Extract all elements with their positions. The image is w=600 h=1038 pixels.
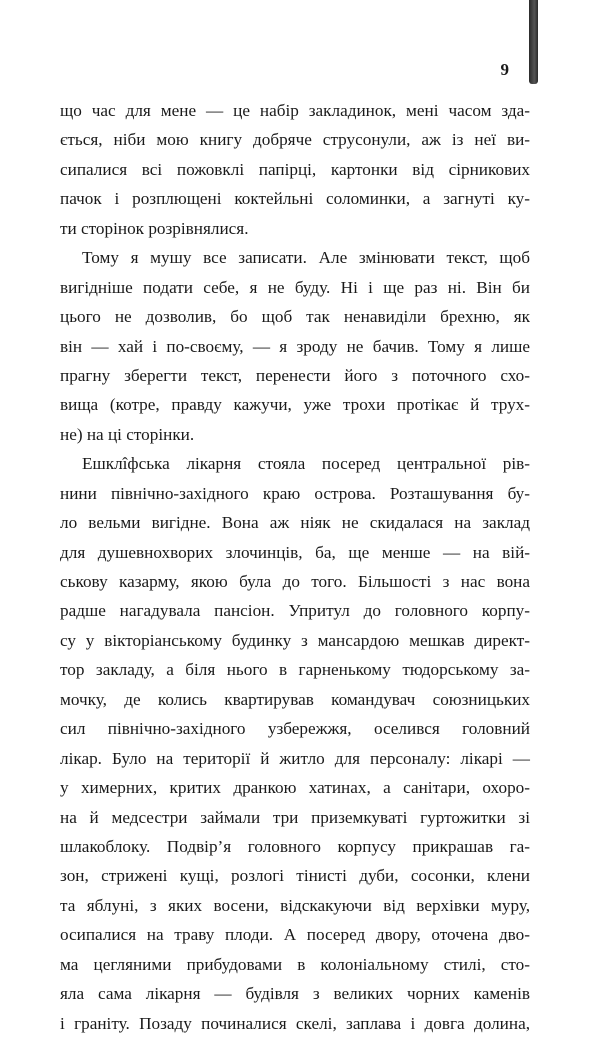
page-edge-bookmark <box>529 0 538 84</box>
text-line: мочку, де колись квартирував командувач союзницьких <box>60 689 530 709</box>
text-line: і граніту. Позаду починалися скелі, заплава і довга долина, <box>60 1013 530 1033</box>
text-line: тор закладу, а біля нього в гарненькому тюдорському за- <box>60 660 530 680</box>
text-line: ма цегляними прибудовами в колоніальному стилі, сто- <box>60 954 530 974</box>
text-line: та яблуні, з яких восени, відскакуючи від верхівки муру, <box>60 895 530 915</box>
text-line: для душевнохворих злочинців, ба, ще менше — на вій- <box>60 542 530 562</box>
text-line: нини північно-західного краю острова. Розташування бу- <box>60 483 530 503</box>
text-line: ти сторінок розрівнялися. <box>60 218 249 238</box>
text-line: ло вельми вигідне. Вона аж ніяк не скидалася на заклад <box>60 513 530 533</box>
text-line: ськову казарму, якою була до того. Більшості з нас вона <box>60 572 530 591</box>
text-line: що час для мене — це набір закладинок, мені часом зда- <box>60 101 530 120</box>
text-line: яла сама лікарня — будівля з великих чорних каменів <box>60 984 530 1004</box>
text-line: сипалися всі пожовклі папірці, картонки від сірникових <box>60 159 530 179</box>
text-line: вигідніше подати себе, я не буду. Ні і ще раз ні. Він би <box>60 277 530 297</box>
text-line: зон, стрижені кущі, розлогі тінисті дуби, сосонки, клени <box>60 866 530 886</box>
text-line: шлакоблоку. Подвір’я головного корпусу прикрашав га- <box>60 836 530 856</box>
text-line: пачок і розплющені коктейльні соломинки, а загнуті ку- <box>60 189 530 209</box>
text-line: у химерних, критих дранкою хатинах, а санітари, охоро- <box>60 778 530 798</box>
text-line: він — хай і по-своєму, — я зроду не бачив. Тому я лише <box>60 336 530 356</box>
text-line: прагну зберегти текст, перенести його з поточного схо- <box>60 365 530 385</box>
text-line: на й медсестри займали три приземкуваті гуртожитки зі <box>60 807 530 827</box>
text-line: радше нагадувала пансіон. Упритул до головного корпу- <box>60 601 530 621</box>
text-line: лікар. Було на території й житло для персоналу: лікарі — <box>60 748 530 768</box>
text-line: не) на ці сторінки. <box>60 424 195 444</box>
text-line: сил північно-західного узбережжя, оселився головний <box>60 719 530 739</box>
page-number: 9 <box>500 60 509 79</box>
text-line: су у вікторіанському будинку з мансардою мешкав директ- <box>60 630 530 650</box>
text-line: ється, ніби мою книгу добряче струсонули, аж із неї ви- <box>60 130 530 150</box>
text-line: Ешклîфська лікарня стояла посеред центральної рів- <box>82 454 530 474</box>
body-text <box>60 96 530 1038</box>
text-line: осипалися на траву плоди. А посеред двору, оточена дво- <box>60 925 530 945</box>
text-line: вища (котре, правду кажучи, уже трохи протікає й трух- <box>60 395 530 415</box>
text-line: Тому я мушу все записати. Але змінювати текст, щоб <box>82 248 530 268</box>
text-line: цього не дозволив, бо щоб так ненавиділи брехню, як <box>60 307 530 327</box>
